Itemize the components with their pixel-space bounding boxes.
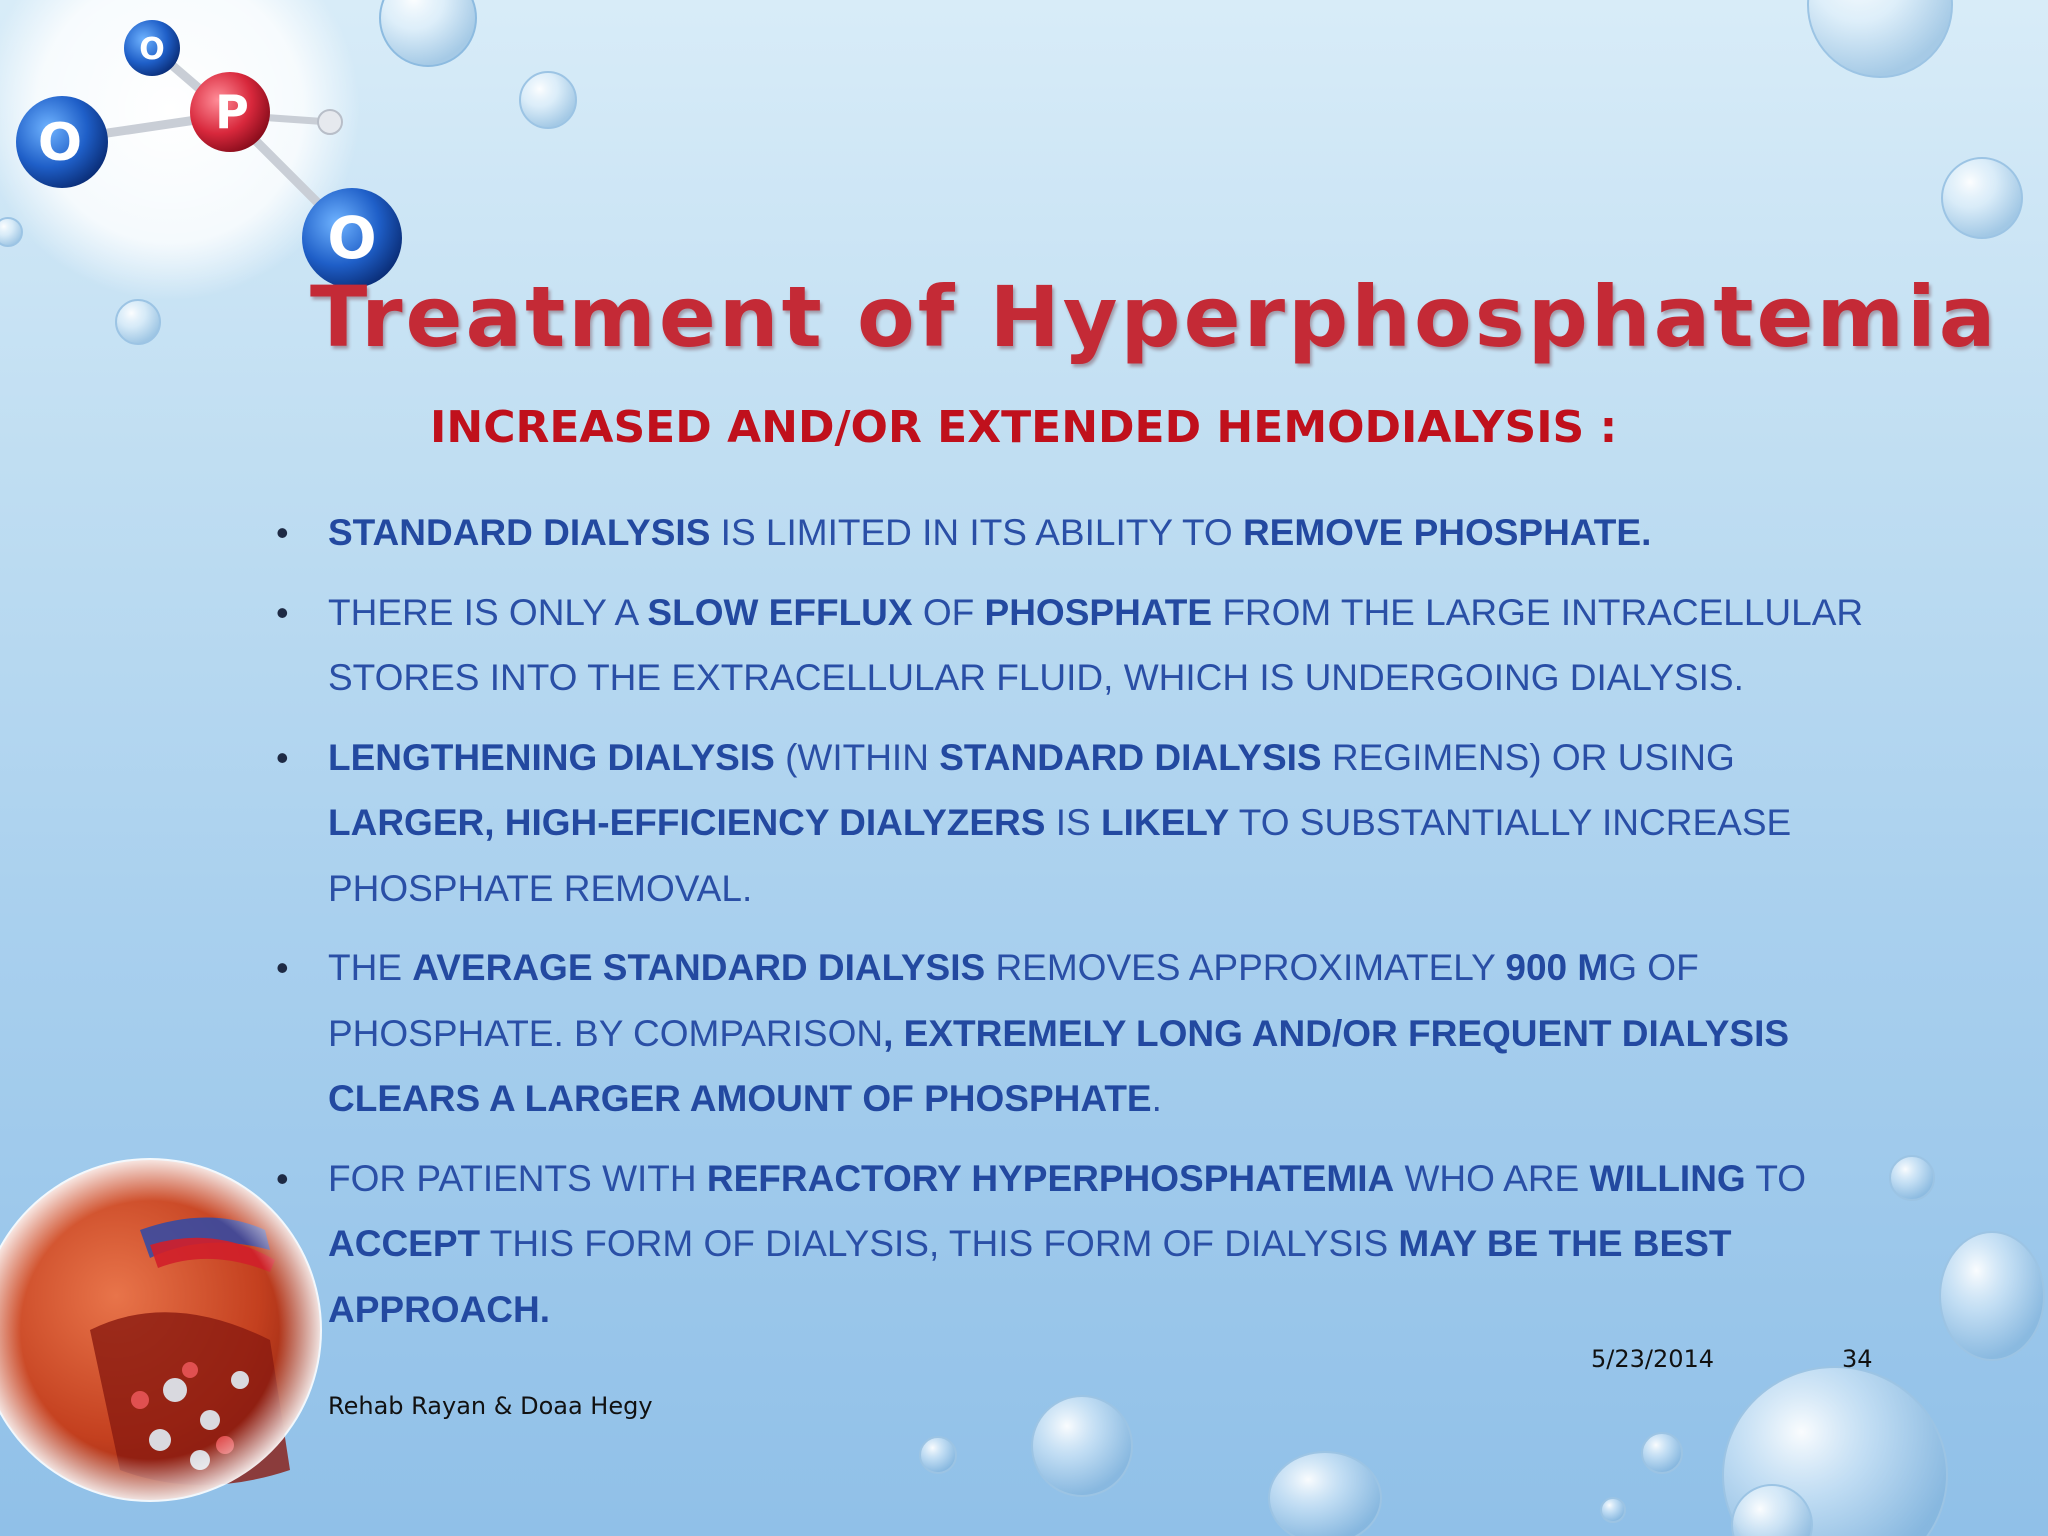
bullet-text: THERE IS ONLY A <box>328 591 648 633</box>
water-droplet-icon <box>1269 1452 1381 1536</box>
bullet-bold-text: STANDARD DIALYSIS <box>939 736 1322 778</box>
bullet-bold-text: LENGTHENING DIALYSIS <box>328 736 775 778</box>
bullet-text: THIS FORM OF DIALYSIS, THIS FORM OF DIALYSIS <box>480 1223 1399 1264</box>
bullet-text: . <box>1151 1078 1162 1119</box>
water-droplet-icon <box>1601 1498 1625 1522</box>
bullet-marker: • <box>276 736 289 778</box>
bullet-bold-text: 900 M <box>1505 947 1609 988</box>
water-droplet-icon <box>1808 0 1952 77</box>
bullet-marker: • <box>276 512 289 553</box>
bullet-text: TO <box>1745 1157 1807 1199</box>
slide-subtitle: INCREASED AND/OR EXTENDED HEMODIALYSIS : <box>430 402 1618 453</box>
bullet-text: IS <box>1045 802 1101 843</box>
svg-text:O: O <box>37 113 83 173</box>
bullet-text: OF <box>912 591 985 633</box>
water-droplet-icon <box>1940 1232 2044 1360</box>
bullet-text: WHO ARE <box>1394 1157 1590 1199</box>
slide-date: 5/23/2014 <box>1591 1345 1715 1373</box>
bullet-bold-text: SLOW EFFLUX <box>647 591 913 633</box>
svg-text:O: O <box>327 204 377 272</box>
bullet-bold-text: MAY BE THE BEST APPROACH. <box>328 1223 1732 1330</box>
bullet-bold-text: LARGER, HIGH-EFFICIENCY DIALYZERS <box>328 802 1046 843</box>
bullet-text: IS LIMITED IN ITS ABILITY TO <box>710 512 1243 553</box>
bullet-text: REMOVES APPROXIMATELY <box>985 947 1506 988</box>
bullet-bold-text: LIKELY <box>1100 802 1230 843</box>
bullet-bold-text: WILLING <box>1589 1157 1746 1199</box>
bullet-bold-text: REFRACTORY HYPERPHOSPHATEMIA <box>706 1157 1395 1199</box>
bullet-text: REGIMENS) OR USING <box>1321 736 1735 778</box>
bullet-text: TO SUBSTANTIALLY INCREASE PHOSPHATE REMOVAL. <box>328 802 1792 909</box>
water-droplet-icon <box>1890 1156 1934 1200</box>
bullet-marker: • <box>276 947 289 988</box>
svg-text:P: P <box>215 85 249 139</box>
slide-title: Treatment of Hyperphosphatemia <box>310 268 1999 366</box>
bullet-bold-text: AVERAGE STANDARD DIALYSIS <box>412 947 986 988</box>
water-droplet-icon <box>0 218 22 246</box>
water-droplet-icon <box>116 300 160 344</box>
bullet-text: FOR PATIENTS WITH <box>328 1157 707 1199</box>
water-droplet-icon <box>1032 1396 1132 1496</box>
bullet-item <box>270 500 1890 566</box>
bullet-text: THE <box>328 947 413 988</box>
bullet-bold-text: REMOVE PHOSPHATE. <box>1242 512 1652 553</box>
bullet-bold-text: , EXTREMELY LONG AND/OR FREQUENT DIALYSIS CLEARS A LARGER AMOUNT OF PHOSPHATE <box>328 1012 1790 1119</box>
slide-number: 34 <box>1842 1345 1873 1373</box>
bullet-list <box>270 500 1890 1356</box>
bullet-bold-text: PHOSPHATE <box>984 591 1213 633</box>
bullet-text: FROM THE LARGE INTRACELLULAR STORES INTO THE EXTRACELLULAR FLUID, WHICH IS UNDERGOING DIALYSIS. <box>328 591 1864 698</box>
bullet-text: (WITHIN <box>774 736 940 778</box>
water-droplet-icon <box>1942 158 2022 238</box>
molecule-illustration <box>0 0 476 300</box>
bullet-marker: • <box>276 591 289 633</box>
bullet-bold-text: STANDARD DIALYSIS <box>328 512 711 553</box>
svg-text:O: O <box>139 32 165 67</box>
bullet-item <box>270 1146 1890 1343</box>
bullet-bold-text: ACCEPT <box>328 1223 481 1264</box>
bullet-item <box>270 935 1890 1132</box>
bullet-item <box>270 580 1890 711</box>
bullet-item <box>270 725 1890 922</box>
water-droplet-icon <box>920 1437 956 1473</box>
bullet-text: G OF PHOSPHATE. BY COMPARISON <box>328 947 1699 1054</box>
slide-author: Rehab Rayan & Doaa Hegy <box>328 1392 653 1420</box>
bullet-marker: • <box>276 1157 289 1199</box>
water-droplet-icon <box>520 72 576 128</box>
water-droplet-icon <box>1642 1433 1682 1473</box>
